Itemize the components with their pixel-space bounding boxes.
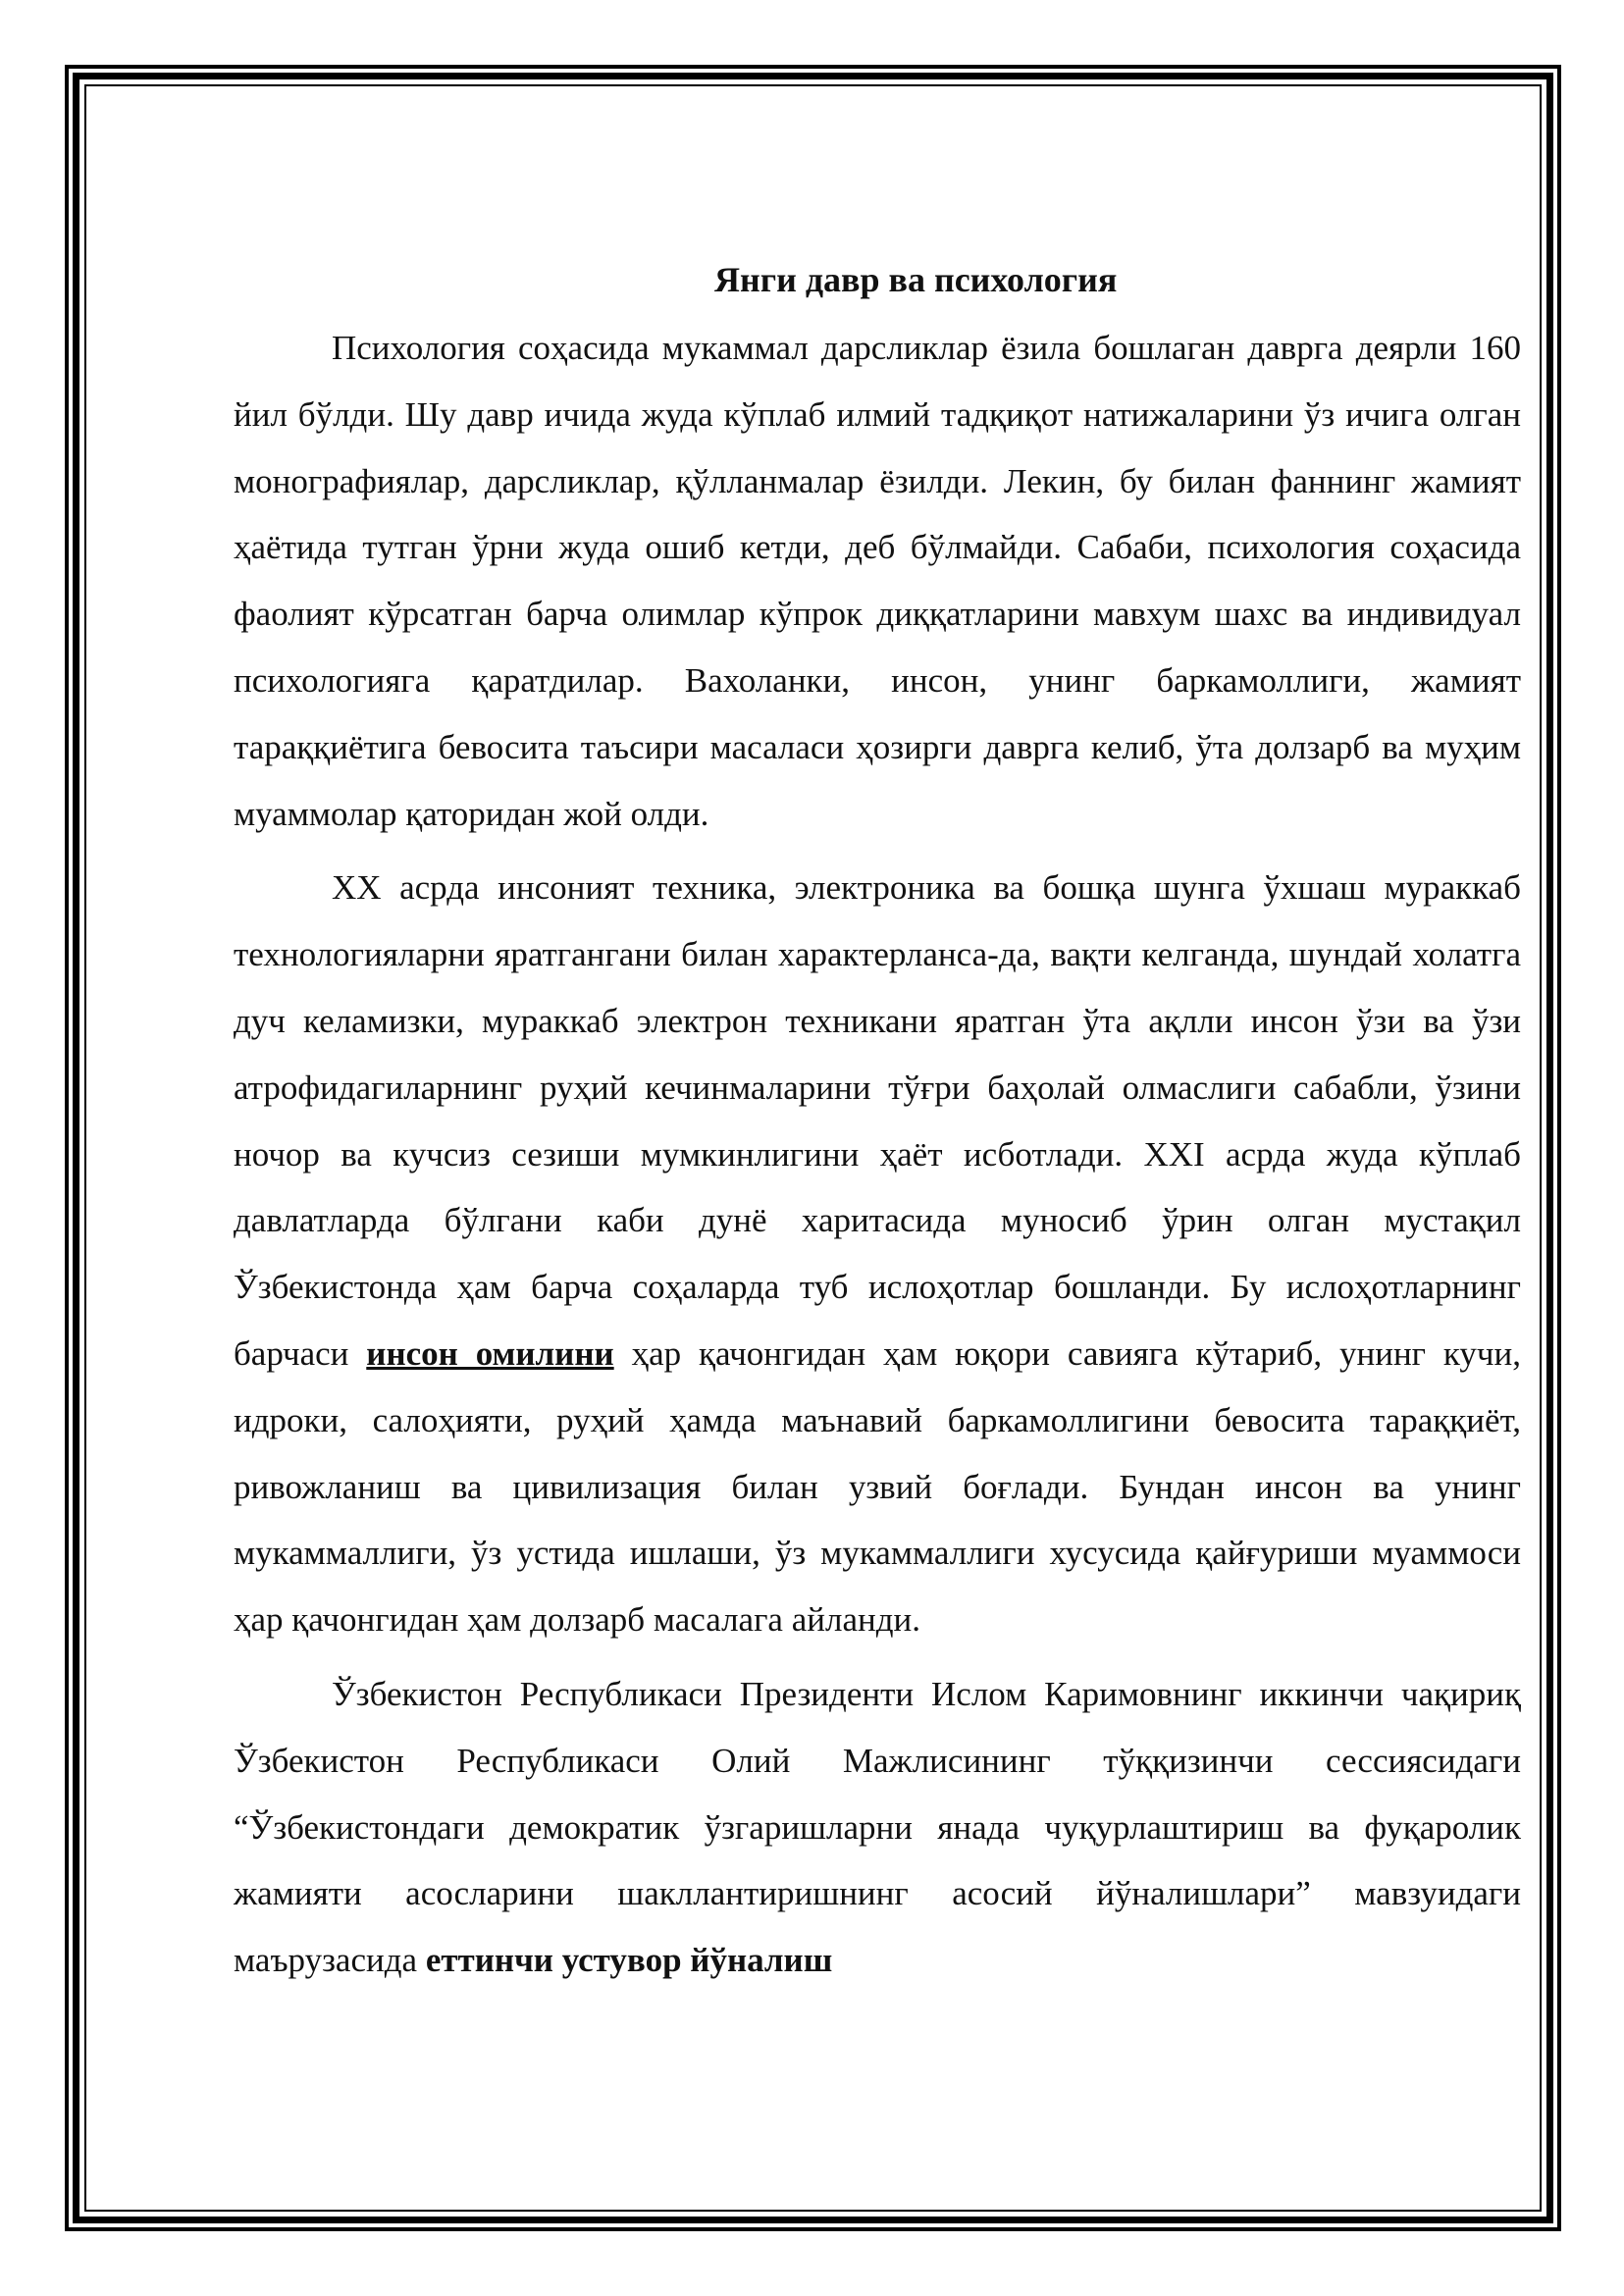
document-title: Янги давр ва психология (714, 260, 1118, 299)
priority-direction-emphasis: еттинчи устувор йўналиш (425, 1941, 833, 1980)
paragraph-2-text-end: ҳар қачонгидан ҳам юқори савияга кўтариб, унинг кучи, идроки, салоҳияти, руҳий ҳамда маънавий баркамоллигини бевосита тараққиёт, ривожланиш ва цивилизация билан узвий боғлади. Бундан инсон ва унинг мукаммаллиги, ўз устида ишлаши, ўз мукаммаллиги хусусида қайғуриши муаммоси ҳар қачонгидан ҳам долзарб масалага айланди. (234, 1333, 1522, 1640)
paragraph-3-text-start: Ўзбекистон Республикаси Президенти Ислом Каримовнинг иккинчи чақириқ Ўзбекистон Республикаси Олий Мажлисининг тўққизинчи сессиясидаги “Ўзбекистондаги демократик ўзгаришларни янада чуқурлаштириш ва фуқаролик жамияти асосларини шакллантиришнинг асосий йўналишлари” мавзуидаги маърузасида (234, 1674, 1521, 1980)
human-factor-emphasis: инсон омилини (366, 1333, 614, 1373)
paragraph-2-text-start: XX асрда инсоният техника, электроника ва бошқа шунга ўхшаш мураккаб технологияларни яратгангани билан характерланса-да, вақти келганда, шундай холатга дуч келамизки, мураккаб электрон техникани яратган ўта ақлли инсон ўзи ва ўзи атрофидагиларнинг руҳий кечинмаларини тўғри баҳолай олмаслиги сабабли, ўзини ночор ва кучсиз сезиши мумкинлигини ҳаёт исботлади. XXI асрда жуда кўплаб давлатларда бўлгани каби дунё харитасида муносиб ўрин олган мустақил Ўзбекистонда ҳам барча соҳаларда туб ислоҳотлар бошланди. Бу ислоҳотларнинг барчаси (234, 868, 1521, 1373)
document-body (234, 250, 1521, 1994)
paragraph-2 (234, 855, 1521, 1653)
paragraph-1: Психология соҳасида мукаммал дарсликлар ёзила бошлаган даврга деярли 160 йил бўлди. Шу давр ичида жуда кўплаб илмий тадқиқот натижаларини ўз ичига олган монографиялар, дарсликлар, қўлланмалар ёзилди. Лекин, бу билан фаннинг жамият ҳаётида тутган ўрни жуда ошиб кетди, деб бўлмайди. Сабаби, психология соҳасида фаолият кўрсатган барча олимлар кўпрок диққатларини мавхум шахс ва индивидуал психологияга қаратдилар. Вахоланки, инсон, унинг баркамоллиги, жамият тараққиётига бевосита таъсири масаласи ҳозирги даврга келиб, ўта долзарб ва муҳим муаммолар қаторидан жой олди. (234, 329, 1521, 833)
paragraph-3 (234, 1661, 1521, 1994)
